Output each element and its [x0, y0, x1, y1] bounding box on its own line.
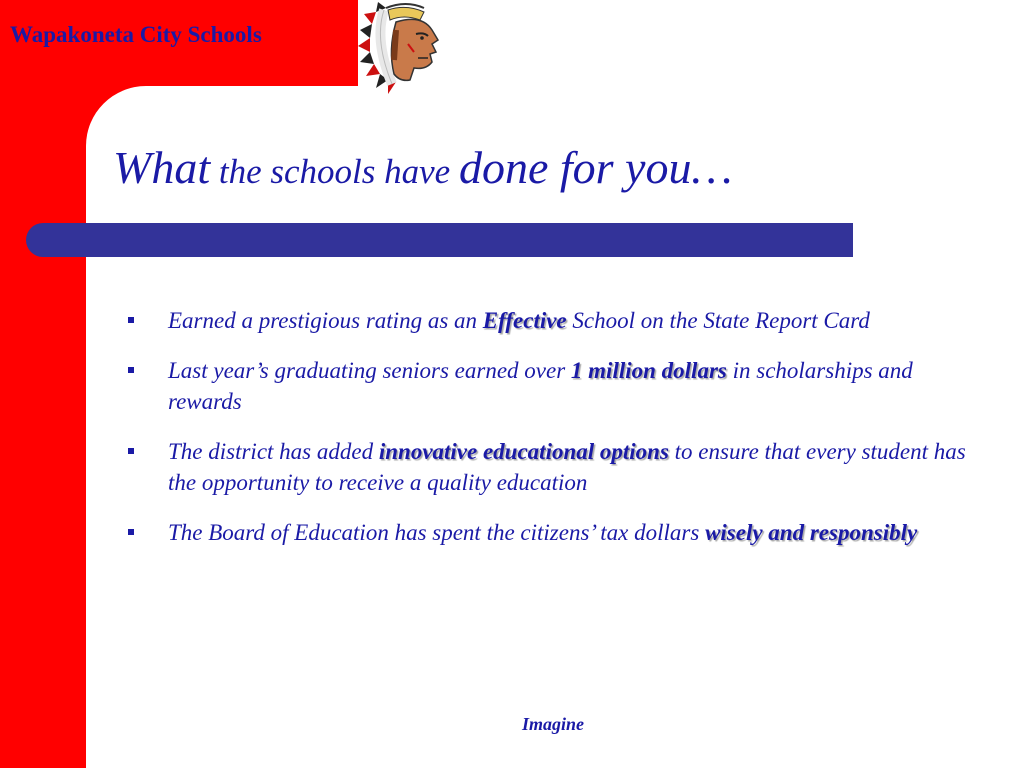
indian-chief-head-icon: [356, 0, 460, 96]
bullet-item: [128, 436, 988, 498]
bullet-text: The district has added: [168, 439, 379, 464]
bullet-item: [128, 517, 988, 548]
school-name: Wapakoneta City Schools: [10, 22, 262, 47]
bullet-text: Earned a prestigious rating as an: [168, 308, 483, 333]
left-red-bar: [0, 0, 86, 768]
title-part-end: done for you…: [458, 142, 733, 193]
title-part-middle: the schools have: [210, 152, 459, 191]
bullet-highlight: Effective: [482, 308, 567, 333]
title-underline-bar: [26, 223, 853, 257]
bullet-list: [128, 305, 988, 567]
title-part-what: What: [113, 142, 211, 193]
bullet-text: to ensure that every student has the opportunity to receive a quality education: [168, 439, 966, 495]
bullet-highlight: innovative educational options: [378, 439, 669, 464]
bullet-highlight: 1 million dollars: [570, 358, 727, 383]
square-bullet-icon: [128, 367, 134, 373]
bullet-text: Last year’s graduating seniors earned over: [168, 358, 571, 383]
bullet-text: in scholarships and rewards: [168, 358, 913, 414]
bullet-item: [128, 355, 988, 417]
square-bullet-icon: [128, 448, 134, 454]
bullet-item: [128, 305, 988, 336]
bullet-text: The Board of Education has spent the citizens’ tax dollars: [168, 520, 706, 545]
bullet-text: School on the State Report Card: [566, 308, 870, 333]
slide-title: [113, 140, 732, 195]
footer-text: Imagine: [521, 714, 584, 734]
square-bullet-icon: [128, 529, 134, 535]
bullet-highlight: wisely and responsibly: [705, 520, 918, 545]
square-bullet-icon: [128, 317, 134, 323]
